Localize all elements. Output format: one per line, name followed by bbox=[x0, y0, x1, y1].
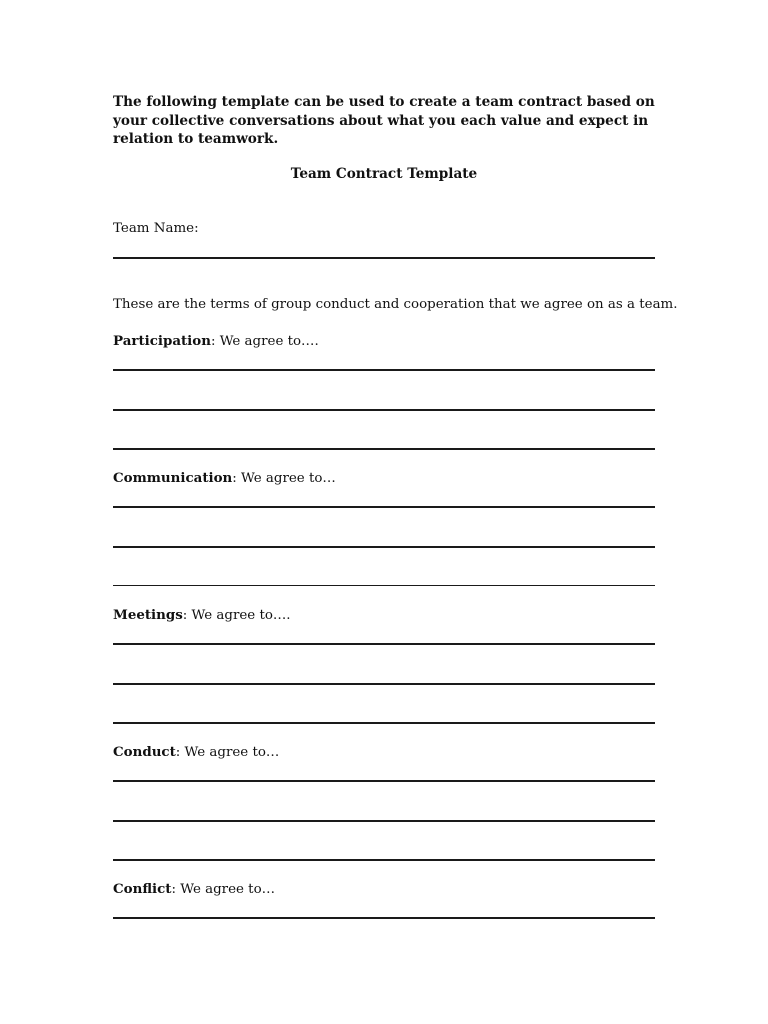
section-suffix: : We agree to… bbox=[232, 471, 336, 486]
terms-statement: These are the terms of group conduct and cooperation that we agree on as a team. bbox=[113, 297, 678, 312]
section-heading: Meetings bbox=[113, 607, 183, 623]
team-name-label: Team Name: bbox=[113, 221, 199, 236]
team-name-line[interactable] bbox=[113, 257, 655, 259]
section-heading: Participation bbox=[113, 333, 211, 349]
section-meetings-label bbox=[113, 607, 291, 623]
participation-line-3[interactable] bbox=[113, 448, 655, 450]
section-suffix: : We agree to… bbox=[175, 745, 280, 760]
section-conduct-label bbox=[113, 744, 279, 760]
meetings-line-3[interactable] bbox=[113, 722, 655, 724]
page-title: Team Contract Template bbox=[290, 166, 478, 182]
section-suffix: : We agree to…. bbox=[210, 334, 319, 349]
section-suffix: : We agree to…. bbox=[182, 608, 291, 623]
section-conflict-label bbox=[113, 881, 275, 897]
communication-line-2[interactable] bbox=[113, 546, 655, 548]
section-heading: Conduct bbox=[113, 744, 176, 760]
section-participation-label bbox=[113, 333, 319, 349]
conflict-line-1[interactable] bbox=[113, 917, 655, 919]
conduct-line-2[interactable] bbox=[113, 820, 655, 822]
communication-line-3[interactable] bbox=[113, 585, 655, 586]
participation-line-2[interactable] bbox=[113, 409, 655, 411]
section-heading: Communication bbox=[113, 470, 233, 486]
meetings-line-2[interactable] bbox=[113, 683, 655, 685]
communication-line-1[interactable] bbox=[113, 506, 655, 508]
participation-line-1[interactable] bbox=[113, 369, 655, 371]
conduct-line-1[interactable] bbox=[113, 780, 655, 782]
section-communication-label bbox=[113, 470, 336, 486]
conduct-line-3[interactable] bbox=[113, 859, 655, 861]
intro-paragraph: The following template can be used to create a team contract based on your collective conversations about what you each value and expect in relation to teamwork. bbox=[113, 94, 655, 147]
section-suffix: : We agree to… bbox=[171, 882, 276, 897]
section-heading: Conflict bbox=[113, 881, 172, 897]
meetings-line-1[interactable] bbox=[113, 643, 655, 645]
